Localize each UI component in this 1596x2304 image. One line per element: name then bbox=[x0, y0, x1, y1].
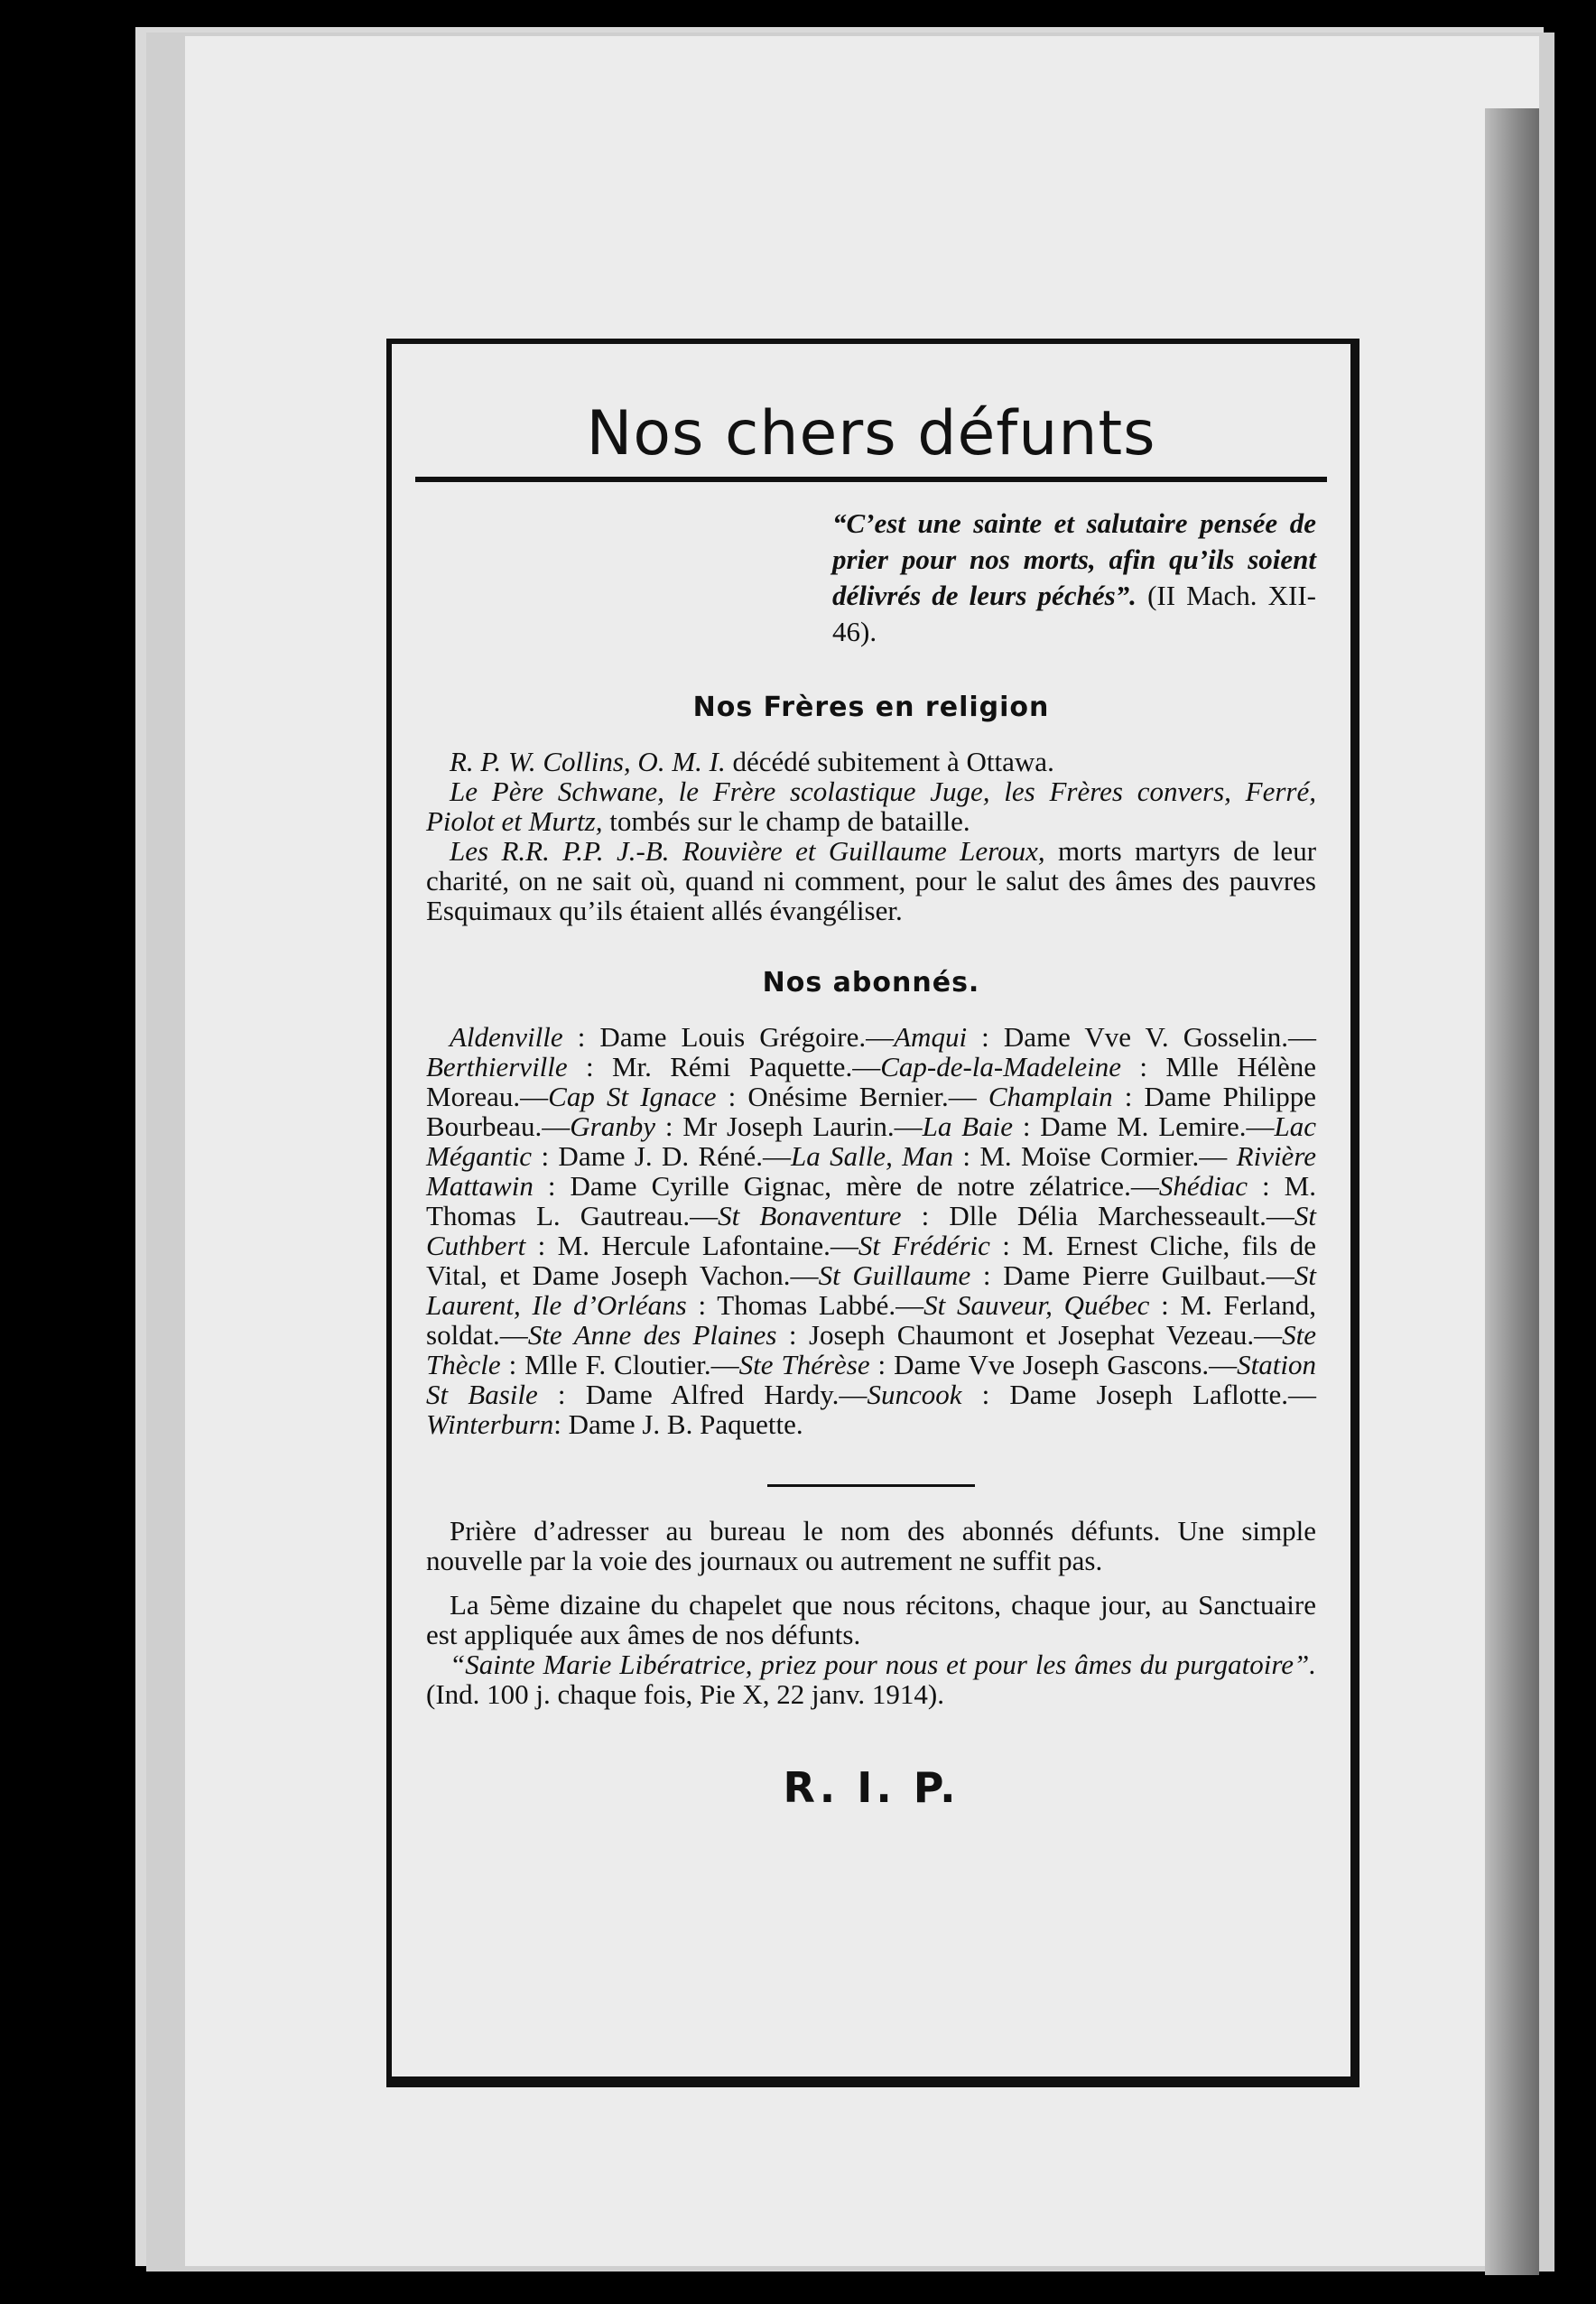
subscriber-place: Ste Anne des Plaines bbox=[527, 1319, 777, 1351]
religion-entry-text: décédé subitement à Ottawa. bbox=[732, 746, 1054, 777]
divider-rule bbox=[767, 1484, 975, 1487]
book-spine-shadow bbox=[1485, 108, 1539, 2275]
epigraph-quote: “C’est une sainte et salutaire pensée de prier pour nos morts, afin qu’ils soient délivrés de leurs péchés”. bbox=[832, 507, 1316, 611]
epigraph bbox=[832, 506, 1316, 650]
subscriber-names: : Dame Vve Joseph Gascons.— bbox=[869, 1349, 1238, 1380]
subscriber-names: : M. Moïse Cormier.— bbox=[953, 1140, 1237, 1172]
religion-entry-names: Les R.R. P.P. J.-B. Rouvière et Guillaume Leroux, bbox=[450, 835, 1045, 867]
subscriber-names: : Joseph Chaumont et Josephat Vezeau.— bbox=[776, 1319, 1283, 1351]
subscriber-names: : Mr Joseph Laurin.— bbox=[655, 1110, 923, 1142]
subscriber-place: St Laurent, Ile d’Orléans bbox=[426, 1259, 1316, 1321]
subscriber-place: Cap St Ignace bbox=[548, 1081, 717, 1112]
religion-entry-names: Le Père Schwane, le Frère scolastique Juge, les Frères convers, Ferré, Piolot et Murtz, bbox=[426, 776, 1316, 837]
subscriber-place: Ste Thérèse bbox=[738, 1349, 870, 1380]
subscriber-names: : Onésime Bernier.— bbox=[716, 1081, 988, 1112]
subscriber-names: : Dlle Délia Marchesseault.— bbox=[901, 1200, 1294, 1231]
subscriber-place: Winterburn bbox=[426, 1408, 554, 1440]
section-heading-religion: Nos Frères en religion bbox=[692, 692, 1050, 723]
epigraph-reference: (II Mach. XII-46). bbox=[832, 580, 1317, 647]
subscriber-place: Shédiac bbox=[1158, 1170, 1248, 1202]
subscriber-place: La Baie bbox=[922, 1110, 1013, 1142]
subscriber-place: Station St Basile bbox=[426, 1349, 1316, 1410]
subscriber-names: : Dame J. D. Réné.— bbox=[532, 1140, 791, 1172]
subscriber-names: : Dame Philippe Bourbeau.— bbox=[426, 1081, 1316, 1142]
subscriber-place: Ste Thècle bbox=[426, 1319, 1316, 1380]
page-title: Nos chers défunts bbox=[586, 398, 1156, 469]
subscriber-place: Lac Mégantic bbox=[426, 1110, 1316, 1172]
subscriber-names: : M. Ernest Cliche, fils de Vital, et Dame Joseph Vachon.— bbox=[426, 1230, 1316, 1291]
chapelet-note: La 5ème dizaine du chapelet que nous récitons, chaque jour, au Sanctuaire est appliquée aux âmes de nos défunts. bbox=[426, 1589, 1316, 1650]
subscriber-place: Granby bbox=[570, 1110, 655, 1142]
obituary-frame bbox=[386, 339, 1359, 2087]
subscriber-names: : Dame Joseph Laflotte.— bbox=[961, 1379, 1316, 1410]
subscriber-place: Amqui bbox=[894, 1021, 968, 1053]
subscriber-place: La Salle, Man bbox=[790, 1140, 954, 1172]
subscriber-names: : M. Hercule Lafontaine.— bbox=[525, 1230, 858, 1261]
religion-entry-names: R. P. W. Collins, O. M. I. bbox=[450, 746, 726, 777]
rip-closing: R. I. P. bbox=[783, 1763, 960, 1812]
subscriber-place: Aldenville bbox=[450, 1021, 563, 1053]
subscriber-place: St Bonaventure bbox=[718, 1200, 902, 1231]
subscribers-list bbox=[426, 1022, 1316, 1439]
religion-entry-text: tombés sur le champ de bataille. bbox=[609, 805, 970, 837]
subscriber-names: : M. Ferland, soldat.— bbox=[426, 1289, 1316, 1351]
title-rule bbox=[415, 477, 1327, 482]
subscriber-place: Cap-de-la-Madeleine bbox=[880, 1051, 1122, 1082]
subscriber-names: : Mlle F. Cloutier.— bbox=[500, 1349, 739, 1380]
subscriber-names: : Dame Cyrille Gignac, mère de notre zélatrice.— bbox=[533, 1170, 1159, 1202]
indulgence-text: (Ind. 100 j. chaque fois, Pie X, 22 janv. 1914). bbox=[426, 1678, 944, 1710]
subscriber-names: : Mr. Rémi Paquette.— bbox=[567, 1051, 881, 1082]
subscriber-place: St Cuthbert bbox=[426, 1200, 1316, 1261]
subscriber-names: : M. Thomas L. Gautreau.— bbox=[426, 1170, 1316, 1231]
subscriber-names: : Dame Louis Grégoire.— bbox=[562, 1021, 895, 1053]
subscriber-names: : Dame Alfred Hardy.— bbox=[537, 1379, 868, 1410]
religion-entry-text: morts martyrs de leur charité, on ne sait où, quand ni comment, pour le salut des âmes des pauvres Esquimaux qu’ils étaient allés évangéliser. bbox=[426, 835, 1317, 926]
subscriber-place: Suncook bbox=[867, 1379, 962, 1410]
subscriber-place: St Frédéric bbox=[858, 1230, 990, 1261]
request-note: Prière d’adresser au bureau le nom des abonnés défunts. Une simple nouvelle par la voie des journaux ou autrement ne suffit pas. bbox=[426, 1515, 1316, 1576]
subscriber-names: : Mlle Hélène Moreau.— bbox=[426, 1051, 1316, 1112]
religion-entry bbox=[426, 836, 1316, 925]
subscriber-names: : Dame Pierre Guilbaut.— bbox=[970, 1259, 1294, 1291]
subscriber-place: Berthierville bbox=[426, 1051, 568, 1082]
subscriber-names: : Dame Vve V. Gosselin.— bbox=[967, 1021, 1316, 1053]
subscriber-place: St Sauveur, Québec bbox=[923, 1289, 1150, 1321]
section-heading-abonnes: Nos abonnés. bbox=[762, 967, 980, 999]
subscriber-place: Champlain bbox=[988, 1081, 1113, 1112]
subscriber-place: Rivière Mattawin bbox=[426, 1140, 1316, 1202]
prayer-text: “Sainte Marie Libératrice, priez pour nous et pour les âmes du purgatoire”. bbox=[450, 1649, 1316, 1680]
subscriber-names: : Thomas Labbé.— bbox=[686, 1289, 924, 1321]
religion-entry bbox=[426, 747, 1316, 776]
subscriber-place: St Guillaume bbox=[818, 1259, 971, 1291]
frame-content bbox=[426, 398, 1316, 2058]
subscriber-names: : Dame M. Lemire.— bbox=[1012, 1110, 1275, 1142]
prayer-note bbox=[426, 1649, 1316, 1709]
subscriber-names: : Dame J. B. Paquette. bbox=[553, 1408, 803, 1440]
religion-entry bbox=[426, 776, 1316, 836]
